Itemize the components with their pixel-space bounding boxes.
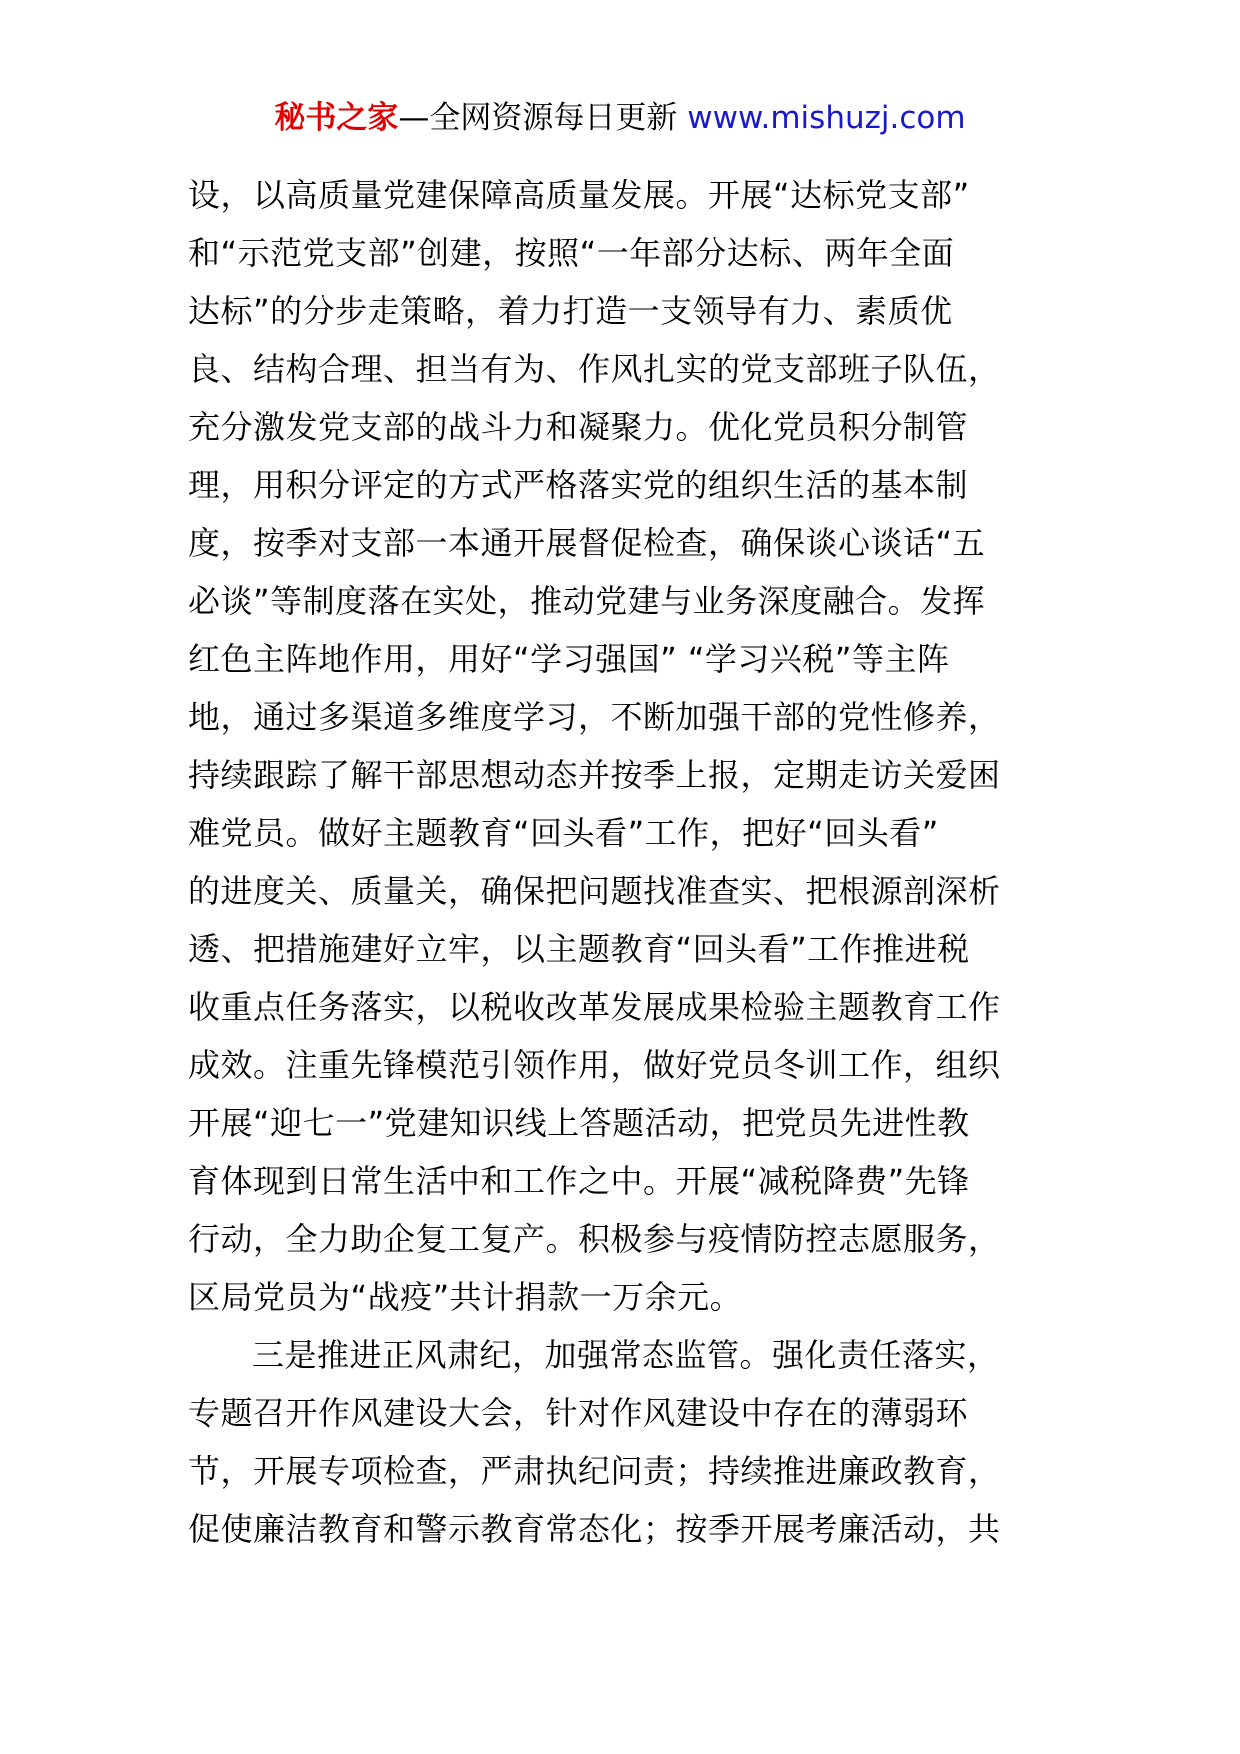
text-line: 设，以高质量党建保障高质量发展。开展“达标党支部” bbox=[188, 176, 970, 214]
text-line: 促使廉洁教育和警示教育常态化；按季开展考廉活动，共 bbox=[188, 1510, 1001, 1548]
text-line: 的进度关、质量关，确保把问题找准查实、把根源剖深析 bbox=[188, 872, 1001, 910]
text-line: 理，用积分评定的方式严格落实党的组织生活的基本制 bbox=[188, 466, 969, 504]
text-line: 成效。注重先锋模范引领作用，做好党员冬训工作，组织 bbox=[188, 1046, 1001, 1084]
text-line: 度，按季对支部一本通开展督促检查，确保谈心谈话“五 bbox=[188, 524, 986, 562]
text-line: 必谈”等制度落在实处，推动党建与业务深度融合。发挥 bbox=[188, 582, 986, 620]
site-header bbox=[0, 96, 1240, 140]
text-line: 节，开展专项检查，严肃执纪问责；持续推进廉政教育， bbox=[188, 1452, 1001, 1490]
text-line: 透、把措施建好立牢，以主题教育“回头看”工作推进税 bbox=[188, 930, 970, 968]
text-line: 行动，全力助企复工复产。积极参与疫情防控志愿服务， bbox=[188, 1220, 1001, 1258]
text-line: 持续跟踪了解干部思想动态并按季上报，定期走访关爱困 bbox=[188, 756, 1001, 794]
text-line: 地，通过多渠道多维度学习，不断加强干部的党性修养， bbox=[188, 698, 1001, 736]
text-line: 红色主阵地作用，用好“学习强国” “学习兴税”等主阵 bbox=[188, 640, 950, 678]
text-line: 专题召开作风建设大会，针对作风建设中存在的薄弱环 bbox=[188, 1394, 969, 1432]
text-line: 良、结构合理、担当有为、作风扎实的党支部班子队伍， bbox=[188, 350, 1001, 388]
text-line: 区局党员为“战疫”共计捐款一万余元。 bbox=[188, 1278, 743, 1316]
paragraph-start-line: 三是推进正风肃纪，加强常态监管。强化责任落实， bbox=[252, 1336, 1000, 1374]
text-line: 收重点任务落实，以税收改革发展成果检验主题教育工作 bbox=[188, 988, 1001, 1026]
document-body bbox=[188, 166, 1056, 1558]
text-line: 达标”的分步走策略，着力打造一支领导有力、素质优 bbox=[188, 292, 953, 330]
text-line: 育体现到日常生活中和工作之中。开展“减税降费”先锋 bbox=[188, 1162, 970, 1200]
text-line: 和“示范党支部”创建，按照“一年部分达标、两年全面 bbox=[188, 234, 955, 272]
text-line: 难党员。做好主题教育“回头看”工作，把好“回头看” bbox=[188, 814, 939, 852]
text-line: 充分激发党支部的战斗力和凝聚力。优化党员积分制管 bbox=[188, 408, 969, 446]
text-line: 开展“迎七一”党建知识线上答题活动，把党员先进性教 bbox=[188, 1104, 970, 1142]
site-url-link[interactable]: www.mishuzj.com bbox=[687, 100, 966, 136]
brand-name: 秘书之家 bbox=[274, 100, 399, 136]
header-tagline: —全网资源每日更新 bbox=[398, 100, 688, 136]
